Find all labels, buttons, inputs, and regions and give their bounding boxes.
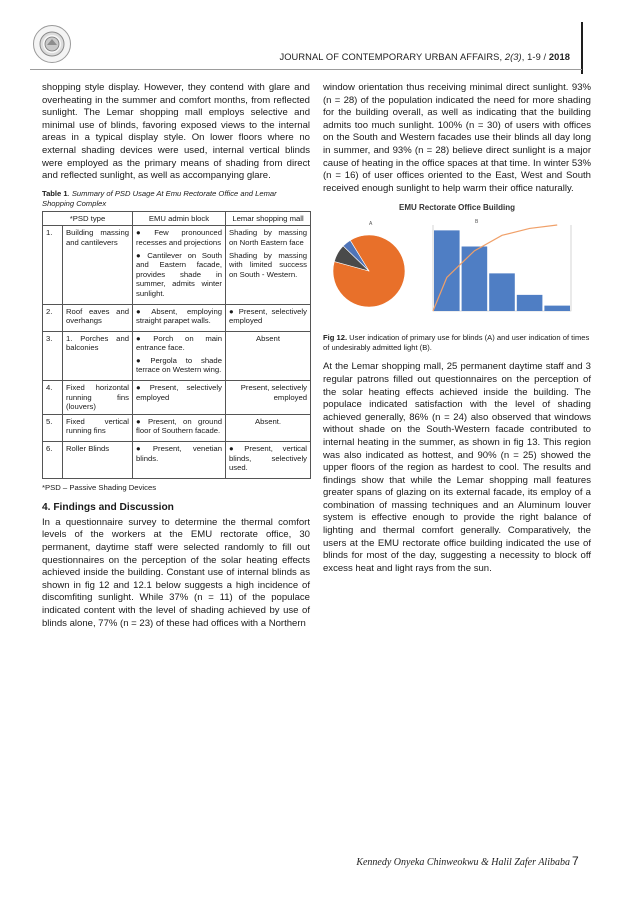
table-caption-text: . Summary of PSD Usage At Emu Rectorate Office and Lemar Shopping Complex (42, 188, 277, 208)
row-type: Roller Blinds (63, 442, 133, 479)
psd-summary-table (42, 211, 311, 479)
row-number: 3. (43, 331, 63, 380)
emu-item: Present, on ground floor of Southern facade. (136, 416, 222, 436)
header-lemar: Lemar shopping mall (226, 211, 311, 226)
bullet-icon: ● (136, 228, 152, 238)
bullet-icon: ● (136, 416, 145, 426)
figure-caption-text: User indication of primary use for blinds (A) and user indication of times of undesirably admitted light (B). (323, 333, 590, 353)
table-row (43, 414, 311, 441)
pie-chart (333, 235, 405, 307)
lemar-item: Shading by massing on North Eastern face (229, 228, 307, 247)
bullet-icon: ● (136, 306, 149, 316)
row-emu (133, 442, 226, 479)
right-paragraph-1: window orientation thus receiving minimal direct sunlight. 93% (n = 28) of the population indicated the need for more shading for the building overall, as well as indicating that the building admits too much sunlight. 100% (n = 30) of users with offices on the South and Western facades use their blinds all day long in summer, and 93% (n = 28) believe direct sunlight is a major cause of heating in the office spaces at that time. In winter 53% (n = 16) of user offices oriented to the East, West and South received enough sunlight to help warm their office naturally. (323, 82, 591, 194)
header-vertical-bar (581, 22, 583, 74)
left-paragraph-1: shopping style display. However, they contend with glare and overheating in the summer and comfort months, from reflected sunlight. The Lemar shopping mall employs selective and minimal use of blinds, favoring exposed views to the internal areas in a typical display style. On lower floors where no external shading devices were used, internal vertical blinds were employed as the primary means of shading from direct and reflected sunlight, as well as accompanying glare. (42, 82, 310, 182)
row-number: 6. (43, 442, 63, 479)
header-emu: EMU admin block (133, 211, 226, 226)
bullet-icon: ● (136, 333, 151, 343)
page-number: 7 (572, 854, 579, 868)
row-emu (133, 226, 226, 304)
row-lemar (226, 226, 311, 304)
left-paragraph-2: In a questionnaire survey to determine the thermal comfort levels of the workers at the EMU rectorate office, 30 permanent, daytime staff were selected randomly to fill out questionnaires on the perception of the solar heating effects achieved inside the building. Constant use of internal blinds as shown in fig 12 and 12.1 below suggests a high incidence of discomfiting sunlight. While 37% (n = 11) of the populace indicated content with the level of shading achieved by use of blinds alone, 77% (n = 23) of these had offices with a Northern (42, 516, 310, 629)
bar (489, 274, 515, 312)
bullet-icon: ● (136, 250, 145, 260)
journal-header (180, 52, 570, 62)
table-caption (42, 189, 310, 209)
emu-item: Pergola to shade terrace on Western wing. (136, 355, 222, 375)
row-type: 1. Porches and balconies (63, 331, 133, 380)
figure-chart (323, 215, 591, 323)
bar (544, 306, 570, 311)
row-lemar: Absent. (226, 414, 311, 441)
emu-item: Present, venetian blinds. (136, 444, 222, 463)
row-number: 2. (43, 304, 63, 331)
bullet-icon: ● (136, 355, 148, 365)
emu-item: Absent, employing straight parapet walls. (136, 306, 222, 326)
row-emu (133, 304, 226, 331)
table-row (43, 331, 311, 380)
row-type: Fixed vertical running fins (63, 414, 133, 441)
row-type: Building massing and cantilevers (63, 226, 133, 304)
section-heading: 4. Findings and Discussion (42, 501, 174, 513)
bar (517, 295, 543, 311)
table-note: *PSD – Passive Shading Devices (42, 482, 157, 492)
lemar-item: Present, selectively employed (229, 306, 307, 326)
right-column (323, 82, 591, 583)
journal-pages: , 1-9 / (521, 52, 549, 62)
table-row (43, 304, 311, 331)
journal-name: JOURNAL OF CONTEMPORARY URBAN AFFAIRS, (279, 52, 505, 62)
pie-label: A (369, 221, 373, 228)
bullet-icon: ● (229, 306, 236, 316)
journal-logo (33, 25, 71, 63)
right-paragraph-2: At the Lemar shopping mall, 25 permanent daytime staff and 3 regular patrons filled out questionnaires on the perception of the solar heating effects achieved inside the building. The populace indicated satisfaction with the level of shading achieved generally, 86% (n = 24) also observed that windows without shade on the South-Western facade contributed to internal heating in the summer, as shown in fig 13. This region was also indicated as hottest, and 90% (n = 25) showed the upper floors of the region as hardest to cool. The results and findings show that while the Lemar shopping mall features greater spans of glazing on its external facade, its employ of a combination of massing techniques and an Aluminum louver system is effective enough to provide the right balance of lighting and thermal comfort generally. Comparatively, the users at the EMU rectorate office building indicated the use of blinds for most of the day, suggesting a necessity to block off excess heat and light rays from the sun. (323, 361, 591, 574)
row-emu (133, 414, 226, 441)
footer-authors: Kennedy Onyeka Chinweokwu & Halil Zafer Alibaba (356, 857, 570, 868)
row-lemar (226, 304, 311, 331)
journal-volume: 2(3) (504, 52, 522, 62)
table-header-row (43, 211, 311, 226)
bar-chart-label: B (475, 219, 479, 226)
lemar-item: Present, vertical blinds, selectively used. (229, 444, 307, 473)
figure-caption (323, 333, 591, 353)
row-emu (133, 381, 226, 415)
header-rule (30, 69, 582, 70)
bar (462, 247, 488, 312)
emu-item: Cantilever on South and Eastern facade, provides shade in summer, admits winter sunlight. (136, 250, 222, 298)
logo-seal-icon (34, 26, 70, 62)
row-lemar: Absent (226, 331, 311, 380)
journal-year: 2018 (548, 52, 570, 62)
figure-caption-label: Fig 12. (323, 333, 348, 343)
emu-item: Present, selectively employed (136, 383, 222, 402)
row-number: 4. (43, 381, 63, 415)
left-column (42, 82, 310, 638)
bullet-icon: ● (136, 444, 150, 454)
bullet-icon: ● (136, 383, 147, 393)
bullet-icon: ● (229, 444, 242, 454)
figure-12 (323, 203, 591, 325)
header-psd-type: *PSD type (43, 211, 133, 226)
emu-item: Few pronounced recesses and projections (136, 228, 222, 247)
row-type: Fixed horizontal running fins (louvers) (63, 381, 133, 415)
table-row (43, 226, 311, 304)
row-number: 5. (43, 414, 63, 441)
bar-chart (433, 225, 571, 311)
table-caption-label: Table 1 (42, 188, 68, 198)
row-type: Roof eaves and overhangs (63, 304, 133, 331)
row-emu (133, 331, 226, 380)
row-lemar (226, 442, 311, 479)
figure-title: EMU Rectorate Office Building (398, 203, 515, 213)
row-number: 1. (43, 226, 63, 304)
emu-item: Porch on main entrance face. (136, 333, 222, 353)
table-row (43, 381, 311, 415)
table-row (43, 442, 311, 479)
lemar-item: Shading by massing with limited success on South - Western. (229, 250, 307, 279)
row-lemar: Present, selectively employed (226, 381, 311, 415)
